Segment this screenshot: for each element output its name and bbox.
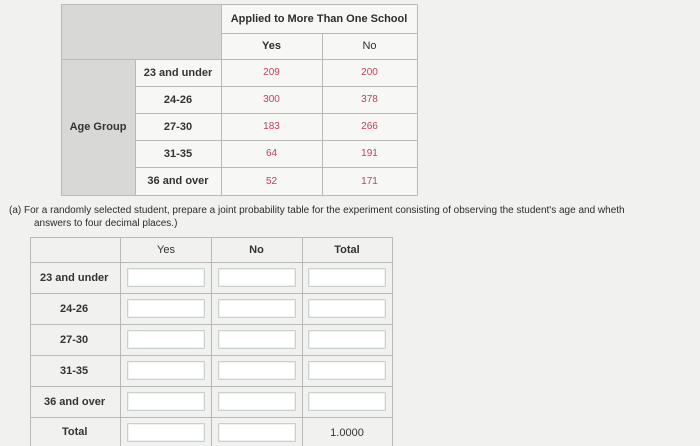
grid-line [302,237,303,446]
top-row-label: 27-30 [135,113,221,140]
applied-header: Applied to More Than One School [221,4,417,33]
ans-input-36-over-yes[interactable] [127,392,205,411]
ans-input-24-26-no[interactable] [218,299,296,318]
ans-row-label: 36 and over [44,395,106,408]
ans-input-36-over-total[interactable] [308,392,386,411]
ans-row-label: 27-30 [60,333,89,346]
grid-line [211,237,212,446]
ans-input-31-35-no[interactable] [218,361,296,380]
top-cell-no: 266 [322,113,417,140]
ans-input-23-under-no[interactable] [218,268,296,287]
top-col-no: No [322,33,417,59]
grand-total-value: 1.0000 [330,427,364,439]
grid-line [120,237,121,446]
top-col-yes: Yes [221,33,322,59]
top-cell-yes: 300 [221,86,322,113]
ans-input-24-26-total[interactable] [308,299,386,318]
corner-shade [61,4,221,59]
top-cell-no: 378 [322,86,417,113]
ans-input-31-35-yes[interactable] [127,361,205,380]
question-line-1: (a) For a randomly selected student, prepare a joint probability table for the experiment consisting of observing the student's age and wheth [9,205,625,216]
top-row-label: 36 and over [135,167,221,195]
ans-input-31-35-total[interactable] [308,361,386,380]
grid-line [135,140,418,141]
top-cell-yes: 64 [221,140,322,167]
grid-line [135,113,418,114]
grid-line [392,237,393,446]
ans-row-label: Total [62,425,88,438]
grid-line [135,167,418,168]
grid-line [417,4,418,196]
ans-input-24-26-yes[interactable] [127,299,205,318]
grid-line [135,59,136,196]
ans-input-36-over-no[interactable] [218,392,296,411]
grid-line [322,33,323,196]
top-cell-yes: 183 [221,113,322,140]
ans-input-27-30-yes[interactable] [127,330,205,349]
top-cell-yes: 52 [221,167,322,195]
ans-row-label: 31-35 [60,364,89,377]
top-row-label: 23 and under [135,59,221,86]
ans-col-no: No [249,244,264,256]
grid-line [61,59,418,60]
grid-line [61,4,418,5]
top-cell-yes: 209 [221,59,322,86]
ans-input-total-yes[interactable] [127,423,205,442]
top-cell-no: 200 [322,59,417,86]
ans-input-23-under-total[interactable] [308,268,386,287]
ans-col-yes: Yes [157,244,175,256]
ans-row-label: 23 and under [40,271,109,284]
ans-row-label: 24-26 [60,302,89,315]
grid-line [61,195,418,196]
grid-line [135,86,418,87]
grid-line [30,237,31,446]
grid-line [61,4,62,196]
question-line-2: answers to four decimal places.) [34,218,178,229]
age-group-label: Age Group [69,121,127,133]
ans-input-27-30-total[interactable] [308,330,386,349]
grid-line [221,33,418,34]
top-row-label: 24-26 [135,86,221,113]
top-cell-no: 191 [322,140,417,167]
top-row-label: 31-35 [135,140,221,167]
grid-line [221,4,222,196]
top-cell-no: 171 [322,167,417,195]
ans-input-27-30-no[interactable] [218,330,296,349]
ans-input-23-under-yes[interactable] [127,268,205,287]
ans-col-total: Total [334,244,360,256]
ans-input-total-no[interactable] [218,423,296,442]
